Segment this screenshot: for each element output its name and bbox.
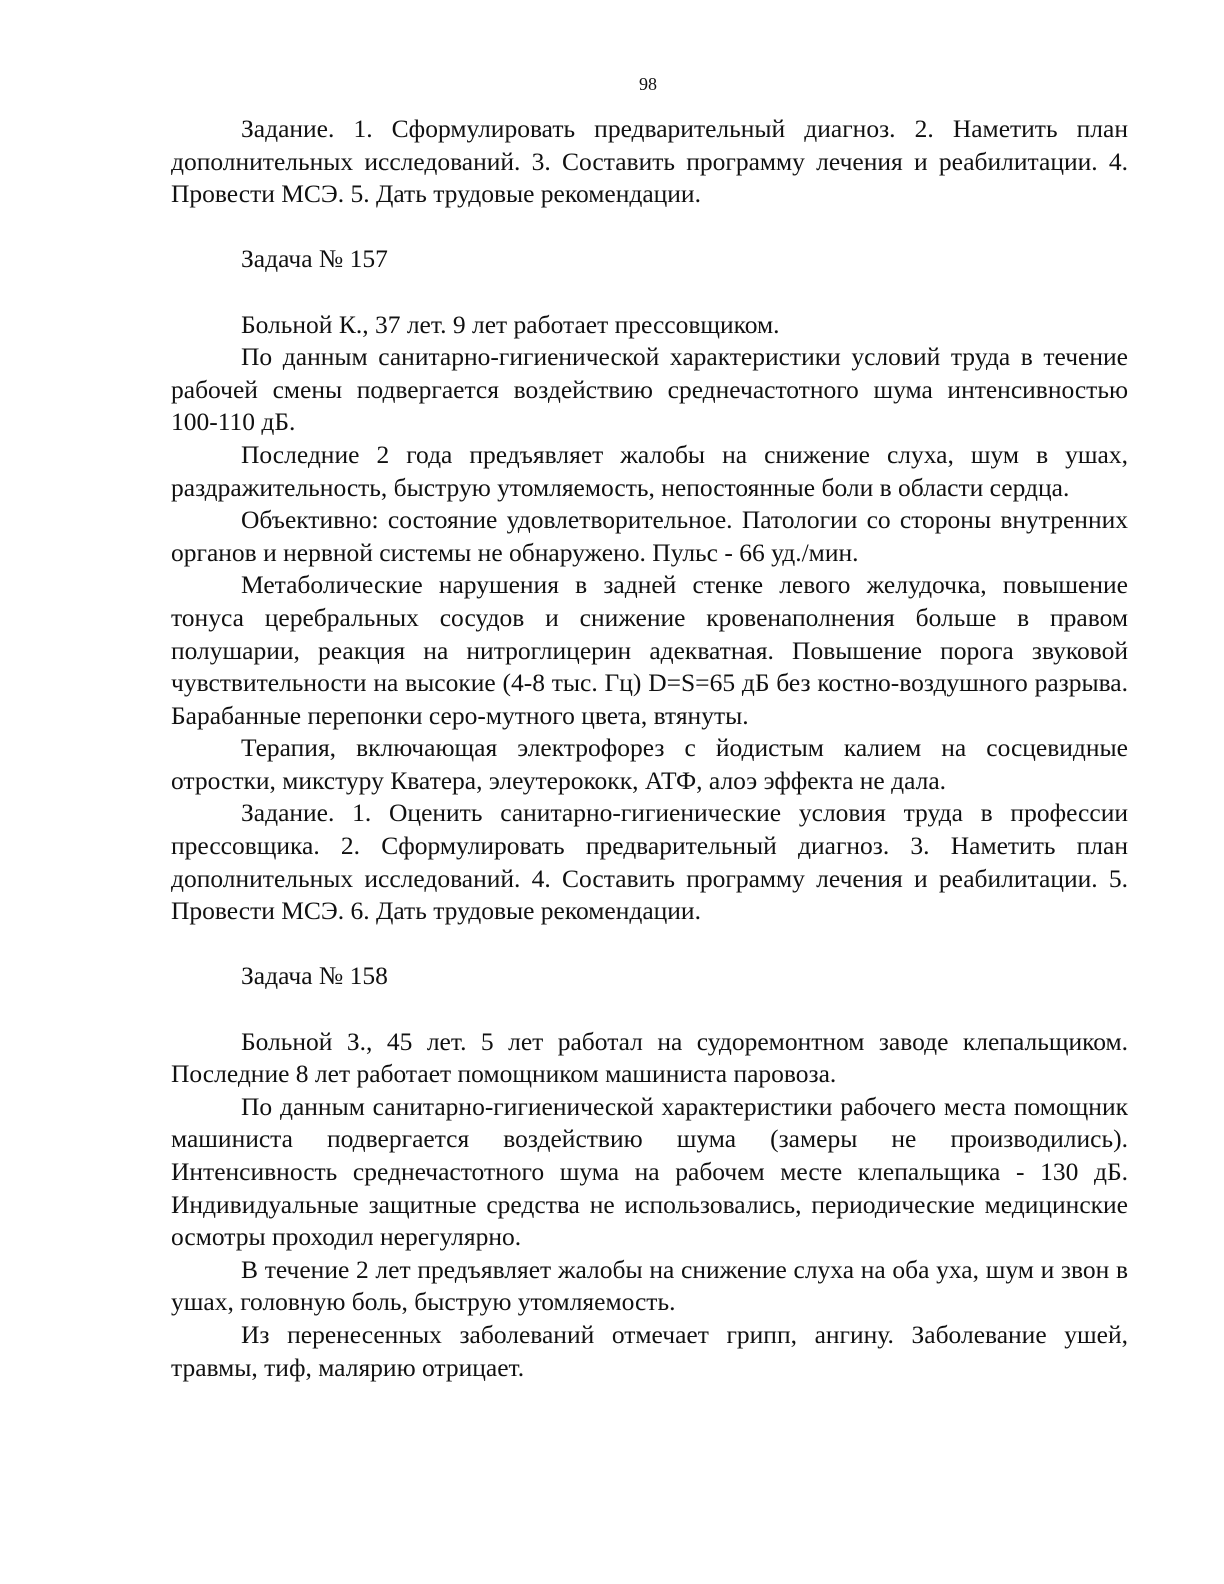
spacer: [171, 993, 1128, 1026]
problem-157-heading: Задача № 157: [241, 244, 388, 274]
problem-158-intro: Больной З., 45 лет. 5 лет работал на судоремонтном заводе клепальщиком. Последние 8 лет работает помощником машиниста паровоза.: [171, 1026, 1128, 1089]
problem-158-paragraph: В течение 2 лет предъявляет жалобы на снижение слуха на оба уха, шум и звон в ушах, головную боль, быструю утомляемость.: [171, 1254, 1128, 1317]
page-number: 98: [639, 74, 657, 94]
document-body: [171, 113, 1128, 1384]
spacer: [171, 276, 1128, 309]
problem-157-paragraph: По данным санитарно-гигиенической характеристики условий труда в течение рабочей смены подвергается воздействию среднечастотного шума интенсивностью 100-110 дБ.: [171, 342, 1128, 437]
problem-158-paragraph: Из перенесенных заболеваний отмечает грипп, ангину. Заболевание ушей, травмы, тиф, малярию отрицает.: [171, 1319, 1128, 1382]
spacer: [171, 211, 1128, 244]
problem-157-paragraph: Объективно: состояние удовлетворительное. Патологии со стороны внутренних органов и нервной системы не обнаружено. Пульс - 66 уд./мин.: [171, 505, 1128, 567]
task-paragraph: Задание. 1. Сформулировать предварительный диагноз. 2. Наметить план дополнительных исследований. 3. Составить программу лечения и реабилитации. 4. Провести МСЭ. 5. Дать трудовые рекомендации.: [171, 114, 1128, 209]
problem-157-intro: Больной К., 37 лет. 9 лет работает прессовщиком.: [241, 309, 780, 339]
problem-158-paragraph: По данным санитарно-гигиенической характеристики рабочего места помощник машиниста подвергается воздействию шума (замеры не производились). Интенсивность среднечастотного шума на рабочем месте клепальщика - 130 дБ. Индивидуальные защитные средства не использовались, периодические медицинские осмотры проходил нерегулярно.: [171, 1091, 1128, 1252]
spacer: [171, 928, 1128, 961]
problem-158-heading: Задача № 158: [241, 961, 388, 991]
problem-157-task: Задание. 1. Оценить санитарно-гигиенические условия труда в профессии прессовщика. 2. Сформулировать предварительный диагноз. 3. Наметить план дополнительных исследований. 4. Составить программу лечения и реабилитации. 5. Провести МСЭ. 6. Дать трудовые рекомендации.: [171, 798, 1128, 926]
problem-157-paragraph: Последние 2 года предъявляет жалобы на снижение слуха, шум в ушах, раздражительность, быструю утомляемость, непостоянные боли в области сердца.: [171, 439, 1128, 502]
problem-157-paragraph: Метаболические нарушения в задней стенке левого желудочка, повышение тонуса церебральных сосудов и снижение кровенаполнения больше в правом полушарии, реакция на нитроглицерин адекватная. Повышение порога звуковой чувствительности на высокие (4-8 тыс. Гц) D=S=65 дБ без костно-воздушного разрыва. Барабанные перепонки серо-мутного цвета, втянуты.: [171, 570, 1128, 730]
problem-157-paragraph: Терапия, включающая электрофорез с йодистым калием на сосцевидные отростки, микстуру Кватера, элеутерококк, АТФ, алоэ эффекта не дала.: [171, 733, 1128, 795]
